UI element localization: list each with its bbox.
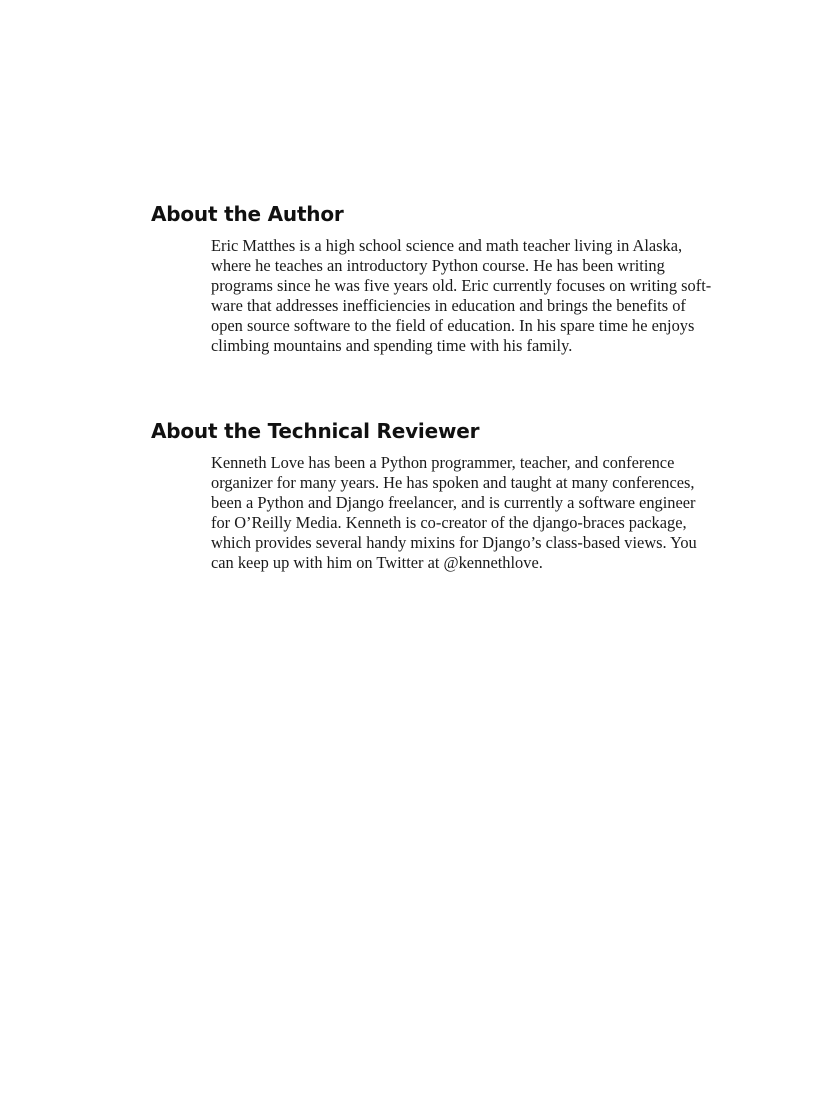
about-author-line: climbing mountains and spending time with his family.	[211, 336, 573, 355]
about-author-heading: About the Author	[151, 202, 344, 226]
about-author-section	[151, 200, 771, 356]
about-author-line: Eric Matthes is a high school science and math teacher living in Alaska,	[211, 236, 683, 255]
about-reviewer-line: for O’Reilly Media. Kenneth is co-creator of the django-braces package,	[211, 513, 687, 532]
about-reviewer-heading: About the Technical Reviewer	[151, 419, 480, 443]
about-reviewer-line: Kenneth Love has been a Python programmer, teacher, and conference	[211, 453, 675, 472]
about-author-line: open source software to the field of education. In his spare time he enjoys	[211, 316, 695, 335]
about-author-line: where he teaches an introductory Python course. He has been writing	[211, 256, 665, 275]
about-reviewer-line: organizer for many years. He has spoken and taught at many conferences,	[211, 473, 695, 492]
about-author-line: programs since he was five years old. Eric currently focuses on writing soft-	[211, 276, 712, 295]
about-author-paragraph	[211, 236, 751, 356]
about-author-line: ware that addresses inefficiencies in education and brings the benefits of	[211, 296, 686, 315]
about-reviewer-section	[151, 417, 771, 573]
about-reviewer-line: can keep up with him on Twitter at @kennethlove.	[211, 553, 543, 572]
about-reviewer-line: been a Python and Django freelancer, and is currently a software engineer	[211, 493, 696, 512]
about-reviewer-paragraph	[211, 453, 751, 573]
about-reviewer-line: which provides several handy mixins for Django’s class-based views. You	[211, 533, 697, 552]
